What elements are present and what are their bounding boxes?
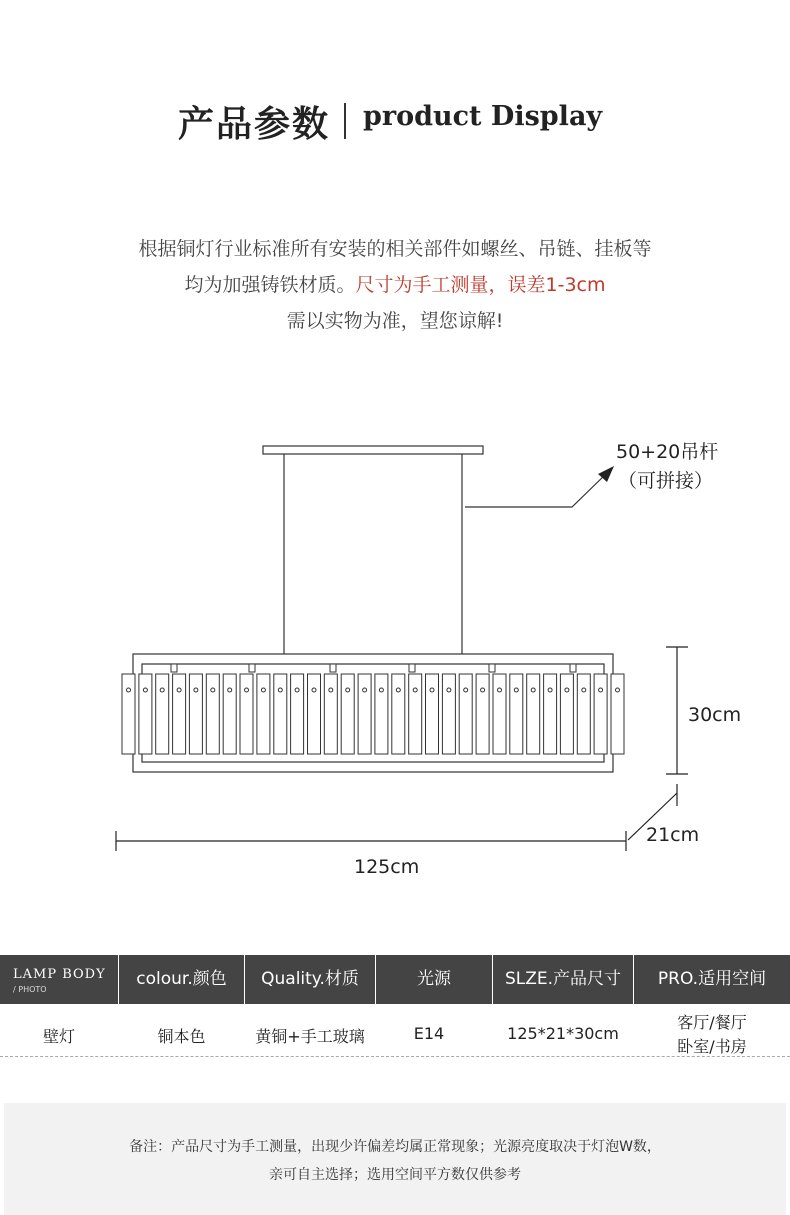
table-header bbox=[0, 955, 790, 1004]
panel-rivet bbox=[430, 688, 434, 692]
intro-line-2 bbox=[0, 270, 790, 297]
panel-clip bbox=[330, 664, 336, 672]
glass-panel bbox=[139, 674, 152, 754]
glass-panel bbox=[426, 674, 439, 754]
note-box bbox=[4, 1103, 786, 1215]
rod-label-note: （可拼接） bbox=[618, 470, 714, 492]
panel-clip bbox=[249, 664, 255, 672]
panel-rivet bbox=[177, 688, 181, 692]
rod-label: 50+20吊杆 bbox=[616, 441, 719, 463]
intro-line-2-highlight: 尺寸为手工测量，误差1-3cm bbox=[355, 274, 606, 296]
glass-panel bbox=[459, 674, 472, 754]
panel-rivet bbox=[245, 688, 249, 692]
header-light-source: 光源 bbox=[417, 969, 451, 989]
glass-panel bbox=[206, 674, 219, 754]
intro-line-3: 需以实物为准，望您谅解! bbox=[286, 310, 504, 332]
panel-rivet bbox=[565, 688, 569, 692]
panel-rivet bbox=[531, 688, 535, 692]
panel-rivet bbox=[599, 688, 603, 692]
panel-rivet bbox=[261, 688, 265, 692]
panel-rivet bbox=[481, 688, 485, 692]
cell-space-2: 卧室/书房 bbox=[677, 1037, 747, 1056]
glass-panel bbox=[442, 674, 455, 754]
panel-rivet bbox=[464, 688, 468, 692]
panel-rivet bbox=[498, 688, 502, 692]
glass-panel bbox=[240, 674, 253, 754]
title-divider bbox=[344, 103, 346, 139]
panel-rivet bbox=[194, 688, 198, 692]
glass-panel bbox=[257, 674, 270, 754]
panel-rivet bbox=[160, 688, 164, 692]
glass-panel bbox=[173, 674, 186, 754]
note-line-1: 备注：产品尺寸为手工测量，出现少许偏差均属正常现象；光源亮度取决于灯泡W数， bbox=[129, 1139, 661, 1155]
panel-rivet bbox=[295, 688, 299, 692]
glass-panel bbox=[324, 674, 337, 754]
table-row-divider bbox=[0, 1056, 790, 1057]
glass-panel bbox=[392, 674, 405, 754]
glass-panel bbox=[493, 674, 506, 754]
panel-rivet bbox=[143, 688, 147, 692]
brand-logo-sub: / PHOTO bbox=[13, 985, 47, 994]
height-label: 30cm bbox=[688, 704, 742, 726]
cell-colour: 铜本色 bbox=[157, 1027, 206, 1046]
panel-clip bbox=[489, 664, 495, 672]
panel-rivet bbox=[582, 688, 586, 692]
panel-rivet bbox=[396, 688, 400, 692]
glass-panels bbox=[122, 664, 624, 754]
panel-rivet bbox=[616, 688, 620, 692]
panel-rivet bbox=[447, 688, 451, 692]
panel-rivet bbox=[228, 688, 232, 692]
rod-pointer-line bbox=[465, 472, 608, 507]
glass-panel bbox=[510, 674, 523, 754]
page-title-en: product Display bbox=[363, 101, 603, 132]
depth-label: 21cm bbox=[646, 824, 700, 846]
cell-space-1: 客厅/餐厅 bbox=[677, 1013, 747, 1032]
panel-clip bbox=[409, 664, 415, 672]
header-space: PRO.适用空间 bbox=[657, 969, 767, 989]
glass-panel bbox=[476, 674, 489, 754]
glass-panel bbox=[122, 674, 135, 754]
panel-rivet bbox=[329, 688, 333, 692]
glass-panel bbox=[274, 674, 287, 754]
glass-panel bbox=[544, 674, 557, 754]
lamp-outer-frame bbox=[133, 654, 613, 772]
glass-panel bbox=[594, 674, 607, 754]
glass-panel bbox=[223, 674, 236, 754]
cell-size: 125*21*30cm bbox=[507, 1024, 619, 1043]
intro-line-2-normal: 均为加强铸铁材质。 bbox=[184, 274, 356, 296]
header-quality: Quality.材质 bbox=[261, 969, 359, 989]
cell-type: 壁灯 bbox=[42, 1027, 75, 1046]
panel-rivet bbox=[514, 688, 518, 692]
header-colour: colour.颜色 bbox=[136, 969, 227, 989]
cell-quality: 黄铜+手工玻璃 bbox=[255, 1027, 365, 1046]
glass-panel bbox=[527, 674, 540, 754]
glass-panel bbox=[308, 674, 321, 754]
panel-rivet bbox=[413, 688, 417, 692]
glass-panel bbox=[358, 674, 371, 754]
panel-rivet bbox=[346, 688, 350, 692]
panel-clip bbox=[570, 664, 576, 672]
glass-panel bbox=[611, 674, 624, 754]
header-size: SLZE.产品尺寸 bbox=[504, 969, 622, 989]
panel-rivet bbox=[312, 688, 316, 692]
intro-line-1: 根据铜灯行业标准所有安装的相关部件如螺丝、吊链、挂板等 bbox=[138, 238, 652, 260]
glass-panel bbox=[189, 674, 202, 754]
glass-panel bbox=[291, 674, 304, 754]
glass-panel bbox=[375, 674, 388, 754]
panel-rivet bbox=[278, 688, 282, 692]
cell-light-source: E14 bbox=[413, 1024, 445, 1043]
note-line-2: 亲可自主选择；选用空间平方数仅供参考 bbox=[269, 1167, 521, 1183]
glass-panel bbox=[409, 674, 422, 754]
width-label: 125cm bbox=[354, 856, 420, 878]
glass-panel bbox=[560, 674, 573, 754]
panel-rivet bbox=[548, 688, 552, 692]
glass-panel bbox=[577, 674, 590, 754]
panel-rivet bbox=[127, 688, 131, 692]
canopy-plate bbox=[263, 446, 483, 454]
brand-logo: LAMP BODY bbox=[13, 967, 106, 982]
page-title-cn: 产品参数 bbox=[178, 104, 331, 145]
glass-panel bbox=[341, 674, 354, 754]
panel-clip bbox=[171, 664, 177, 672]
panel-rivet bbox=[363, 688, 367, 692]
glass-panel bbox=[156, 674, 169, 754]
panel-rivet bbox=[211, 688, 215, 692]
panel-rivet bbox=[379, 688, 383, 692]
